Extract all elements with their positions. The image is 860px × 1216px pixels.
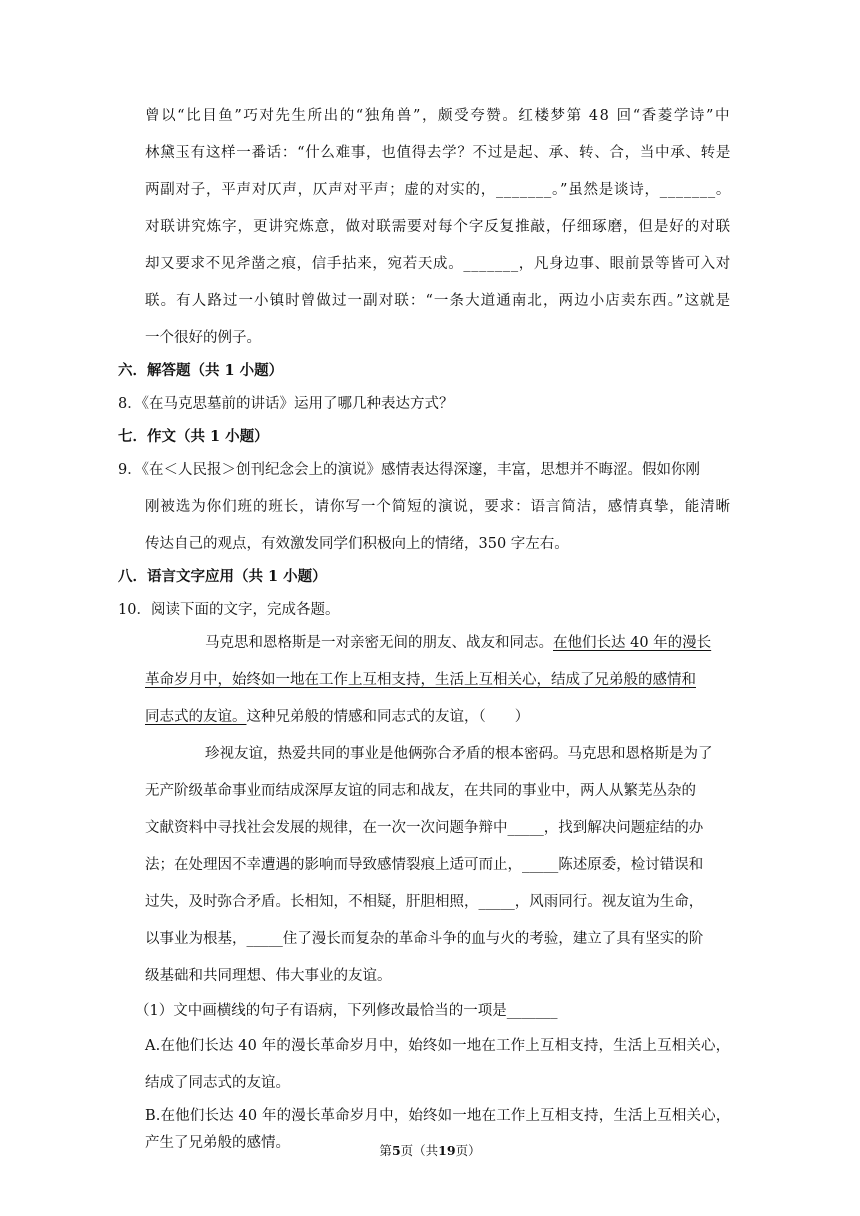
passage-line: 无产阶级革命事业而结成深厚友谊的同志和战友，在共同的事业中，两人从繁芜丛杂的 [145,783,696,799]
text-line: 林黛玉有这样一番话：“什么难事，也值得去学？不过是起、承、转、合，当中承、转是 [145,145,732,161]
text-line: 曾以“比目鱼”巧对先生所出的“独角兽”，颇受夸赞。红楼梦第 48 回“香菱学诗”中 [145,108,732,124]
page-footer [0,1141,860,1159]
sub-question-1: （1）文中画横线的句子有语病，下列修改最恰当的一项是_______ [135,1003,558,1019]
footer-text: 页） [455,1143,481,1158]
option-a-line: 结成了同志式的友谊。 [145,1075,290,1091]
passage-text: 这种兄弟般的情感和同志式的友谊，（ ） [246,709,530,725]
passage-line: 法；在处理因不幸遭遇的影响而导致感情裂痕上适可而止，_____陈述原委，检讨错误和 [145,857,704,873]
passage-line: 以事业为根基，_____住了漫长而复杂的革命斗争的血与火的考验，建立了具有坚实的阶 [145,931,704,947]
underlined-sentence: 在他们长达 40 年的漫长 [553,635,712,651]
question-9-line: 9．《在＜人民报＞创刊纪念会上的演说》感情表达得深邃，丰富，思想并不晦涩。假如你刚 [118,462,700,478]
section-heading-6: 六．解答题（共 1 小题） [118,362,284,379]
total-pages: 19 [438,1143,456,1158]
text-line: 对联讲究炼字，更讲究炼意，做对联需要对每个字反复推敲，仔细琢磨，但是好的对联 [145,219,731,235]
question-10: 10．阅读下面的文字，完成各题。 [118,602,340,618]
page-number: 5 [391,1143,401,1158]
passage-text: 马克思和恩格斯是一对亲密无间的朋友、战友和同志。 [205,635,553,651]
footer-text: 第 [379,1143,392,1158]
underlined-sentence: 同志式的友谊。 [145,709,247,725]
question-8: 8．《在马克思墓前的讲话》运用了哪几种表达方式？ [118,396,454,412]
passage-line: 级基础和共同理想、伟大事业的友谊。 [145,968,392,984]
text-line: 一个很好的例子。 [145,330,261,346]
text-line: 联。有人路过一小镇时曾做过一副对联：“一条大道通南北，两边小店卖东西。”这就是 [145,293,732,309]
footer-text: 页（共 [400,1143,439,1158]
passage-line: 过失，及时弥合矛盾。长相知，不相疑，肝胆相照，_____，风雨同行。视友谊为生命， [145,894,704,910]
passage-line [145,705,529,726]
option-b-line: B.在他们长达 40 年的漫长革命岁月中，始终如一地在工作上互相支持，生活上互相关心， [145,1108,731,1124]
text-line: 两副对子，平声对仄声，仄声对平声；虚的对实的，_______。”虽然是谈诗，_______。 [145,182,732,198]
text-line: 却又要求不见斧凿之痕，信手拈来，宛若天成。_______，凡身边事、眼前景等皆可入对 [145,256,731,272]
question-9-line: 刚被选为你们班的班长，请你写一个简短的演说，要求：语言简洁，感情真挚，能清晰 [145,499,731,515]
passage-line: 文献资料中寻找社会发展的规律，在一次一次问题争辩中_____，找到解决问题症结的办 [145,820,704,836]
passage-line: 珍视友谊，热爱共同的事业是他俩弥合矛盾的根本密码。马克思和恩格斯是为了 [205,746,713,762]
option-a-line: A.在他们长达 40 年的漫长革命岁月中，始终如一地在工作上互相支持，生活上互相关心， [145,1038,731,1054]
section-heading-8: 八．语言文字应用（共 1 小题） [118,568,327,585]
section-heading-7: 七．作文（共 1 小题） [118,428,269,445]
underlined-sentence: 革命岁月中，始终如一地在工作上互相支持，生活上互相关心，结成了兄弟般的感情和 [145,672,696,688]
passage-line [205,631,711,652]
question-9-line: 传达自己的观点，有效激发同学们积极向上的情绪，350 字左右。 [145,536,569,552]
option-b-line: 产生了兄弟般的感情。 [145,1135,290,1151]
